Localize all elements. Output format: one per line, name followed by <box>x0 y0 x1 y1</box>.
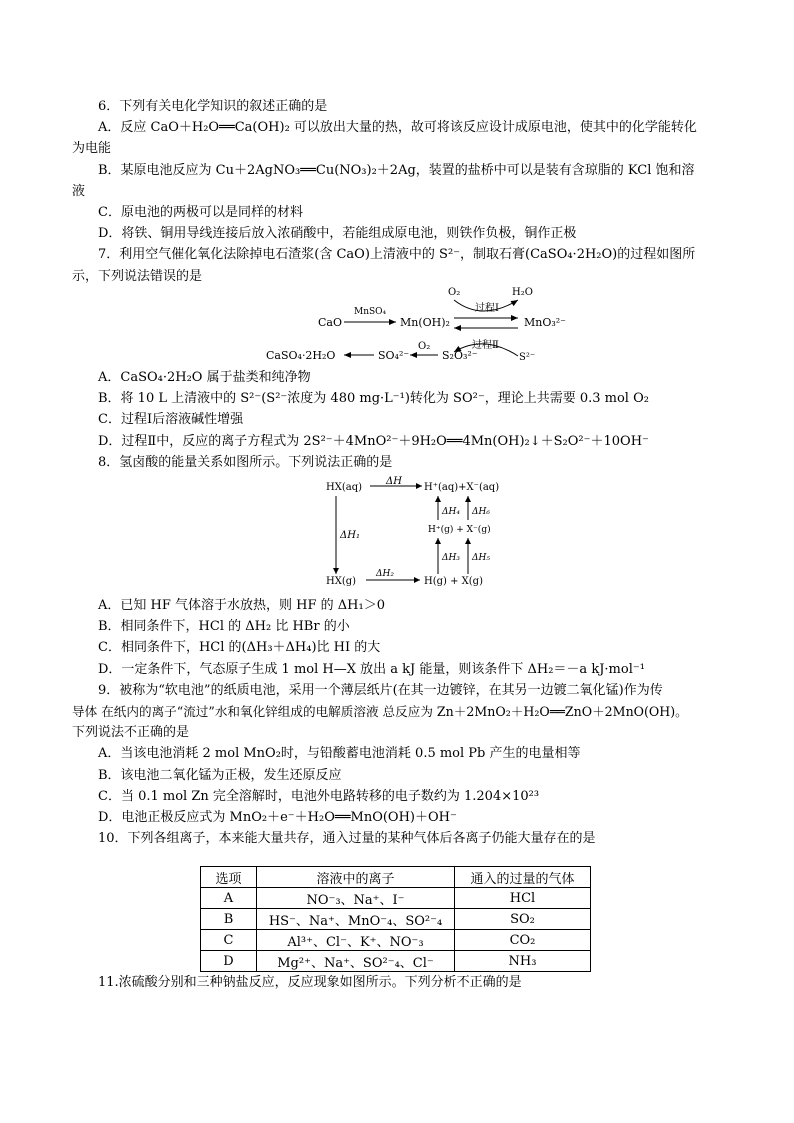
q9-option-b: B．该电池二氧化锰为正极，发生还原反应 <box>98 767 342 783</box>
q7-o2-top: O₂ <box>448 287 461 298</box>
q7-process-diagram <box>262 282 582 364</box>
q7-mnoh2: Mn(OH)₂ <box>400 316 450 329</box>
q9-option-a: A．当该电池消耗 2 mol MnO₂时，与铅酸蓄电池消耗 0.5 mol Pb 产生的电量相等 <box>98 746 581 762</box>
q6-option-a-cont: 为电能 <box>72 141 112 157</box>
q8-dh4: ΔH₄ <box>442 507 460 517</box>
q7-cao: CaO <box>318 316 342 329</box>
table-cell: D <box>201 951 257 972</box>
q6-option-d: D．将铁、铜用导线连接后放入浓硝酸中，若能组成原电池，则铁作负极，铜作正极 <box>98 226 577 242</box>
q7-s2o3: S₂O₃²⁻ <box>442 349 478 362</box>
q8-hx-aq: HX(aq) <box>326 482 363 493</box>
q8-atoms-g: H(g) + X(g) <box>424 576 483 587</box>
table-cell: Mg²⁺、Na⁺、SO²⁻₄、Cl⁻ <box>257 951 455 972</box>
q7-stem-cont: 示，下列说法错误的是 <box>72 268 203 284</box>
q7-process-1: 过程Ⅰ <box>475 303 499 314</box>
q8-option-b: B．相同条件下，HCl 的 ΔH₂ 比 HBr 的小 <box>98 619 350 635</box>
q8-ions-aq: H⁺(aq)+X⁻(aq) <box>424 482 500 493</box>
table-header-row <box>201 867 591 888</box>
q7-o2-bottom: O₂ <box>418 341 431 352</box>
q6-option-b-cont: 液 <box>72 183 86 199</box>
q7-option-b: B．将 10 L 上清液中的 S²⁻(S²⁻浓度为 480 mg·L⁻¹)转化为 SO²⁻，理论上共需要 0.3 mol O₂ <box>98 391 649 407</box>
table-cell: SO₂ <box>455 909 591 930</box>
q8-stem: 8．氢卤酸的能量关系如图所示。下列说法正确的是 <box>98 454 393 470</box>
q11-stem: 11.浓硫酸分别和三种钠盐反应，反应现象如图所示。下列分析不正确的是 <box>98 975 522 990</box>
q7-option-a: A．CaSO₄·2H₂O 属于盐类和纯净物 <box>98 370 311 385</box>
q8-hx-g: HX(g) <box>326 576 357 587</box>
table-cell: A <box>201 888 257 909</box>
table-cell: C <box>201 930 257 951</box>
q6-block <box>72 96 732 287</box>
q6-option-c: C．原电池的两极可以是同样的材料 <box>98 204 303 220</box>
q8-dh3: ΔH₃ <box>442 553 460 563</box>
q8-energy-diagram <box>322 474 522 592</box>
q8-option-a: A．已知 HF 气体溶于水放热，则 HF 的 ΔH₁＞0 <box>98 598 385 613</box>
q8-option-c: C．相同条件下，HCl 的(ΔH₃＋ΔH₄)比 HI 的大 <box>98 640 381 656</box>
table-row <box>201 930 591 951</box>
q8-dh5: ΔH₅ <box>472 553 490 563</box>
q6-stem: 6．下列有关电化学知识的叙述正确的是 <box>98 99 328 114</box>
q6-option-a: A．反应 CaO＋H₂O══Ca(OH)₂ 可以放出大量的热，故可将该反应设计成原电池，使其中的化学能转化 <box>98 120 697 136</box>
table-cell: CO₂ <box>455 930 591 951</box>
table-cell: NO⁻₃、Na⁺、I⁻ <box>257 888 455 909</box>
table-cell: B <box>201 909 257 930</box>
q9-stem-end: 下列说法不正确的是 <box>72 725 190 741</box>
q7-options-block <box>72 367 732 473</box>
q6-option-b: B．某原电池反应为 Cu＋2AgNO₃══Cu(NO₃)₂＋2Ag，装置的盐桥中可以是装有含琼脂的 KCl 饱和溶 <box>98 162 695 178</box>
q7-stem: 7．利用空气催化氧化法除掉电石渣浆(含 CaO)上清液中的 S²⁻，制取石膏(CaSO₄·2H₂O)的过程如图所 <box>98 247 696 263</box>
table-row <box>201 888 591 909</box>
q11-block <box>72 972 732 993</box>
q9-option-c: C．当 0.1 mol Zn 完全溶解时，电池外电路转移的电子数约为 1.204×10²³ <box>98 788 540 804</box>
q10-table <box>200 866 591 972</box>
table-row <box>201 909 591 930</box>
q8-options-block <box>72 595 732 849</box>
q7-option-c: C．过程Ⅰ后溶液碱性增强 <box>98 412 244 428</box>
table-cell: Al³⁺、Cl⁻、K⁺、NO⁻₃ <box>257 930 455 951</box>
q8-dh6: ΔH₆ <box>472 507 490 517</box>
table-cell: HCl <box>455 888 591 909</box>
table-cell: HS⁻、Na⁺、MnO⁻₄、SO²⁻₄ <box>257 909 455 930</box>
q9-stem: 9．被称为“软电池”的纸质电池，采用一个薄层纸片(在其一边镀锌，在其另一边镀二氧化锰)作为传 <box>98 682 663 698</box>
q7-process-2: 过程Ⅱ <box>472 340 499 351</box>
q7-s2: S²⁻ <box>519 352 536 363</box>
q10-stem: 10．下列各组离子，本来能大量共存，通入过量的某种气体后各离子仍能大量存在的是 <box>98 831 596 847</box>
table-cell: NH₃ <box>455 951 591 972</box>
q9-option-d: D．电池正极反应式为 MnO₂＋e⁻＋H₂O══MnO(OH)＋OH⁻ <box>98 809 457 825</box>
table-header: 选项 <box>201 867 257 888</box>
q8-dh1: ΔH₁ <box>340 530 360 541</box>
q8-option-d: D．一定条件下，气态原子生成 1 mol H—X 放出 a kJ 能量，则该条件下 ΔH₂＝－a kJ·mol⁻¹ <box>98 661 645 677</box>
q7-gypsum: CaSO₄·2H₂O <box>266 349 336 362</box>
q7-h2o: H₂O <box>512 287 533 298</box>
q9-stem-cont: 导体 在纸内的离子“流过”水和氧化锌组成的电解质溶液 总反应为 Zn＋2MnO₂＋H₂O══ZnO＋2MnO(OH)。 <box>72 703 688 719</box>
q7-mno3: MnO₃²⁻ <box>524 316 566 329</box>
table-header: 溶液中的离子 <box>257 867 455 888</box>
q7-so4: SO₄²⁻ <box>378 349 410 362</box>
q8-ions-g: H⁺(g) + X⁻(g) <box>428 525 491 535</box>
q7-mnso4: MnSO₄ <box>354 307 387 317</box>
table-row <box>201 951 591 972</box>
q7-option-d: D．过程Ⅱ中，反应的离子方程式为 2S²⁻＋4MnO²⁻＋9H₂O══4Mn(OH)₂↓＋S₂O²⁻＋10OH⁻ <box>98 433 649 449</box>
q8-dh2: ΔH₂ <box>376 569 394 579</box>
q8-dh: ΔH <box>386 476 402 487</box>
table-header: 通入的过量的气体 <box>455 867 591 888</box>
